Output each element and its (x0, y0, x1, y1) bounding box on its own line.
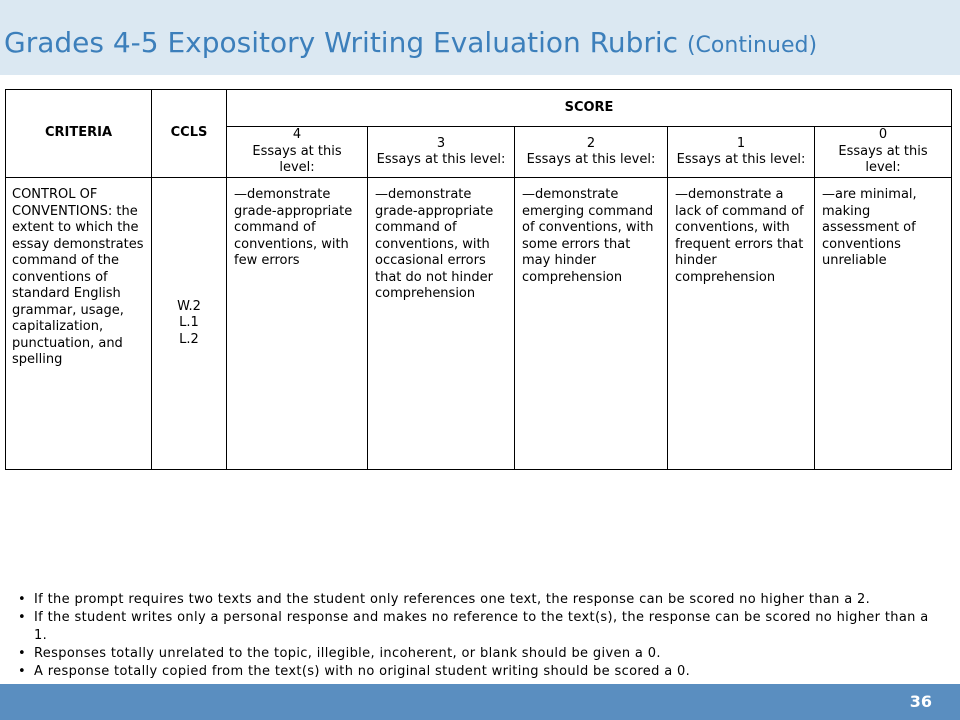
bullet-icon: • (18, 610, 27, 625)
score-header: SCORE (227, 90, 952, 127)
note-text: Responses totally unrelated to the topic, illegible, incoherent, or blank should be given a 0. (34, 646, 661, 661)
level-header-2 (515, 127, 668, 178)
level-score: 0 (878, 127, 888, 143)
note-text: A response totally copied from the text(s) with no original student writing should be scored a 0. (34, 664, 691, 679)
note-item (18, 663, 938, 681)
descriptor-level-1: —demonstrate a lack of command of conventions, with frequent errors that hinder comprehension (668, 178, 815, 470)
table-row (6, 178, 952, 470)
bullet-icon: • (18, 646, 27, 661)
note-item (18, 609, 938, 645)
page-number: 36 (909, 692, 932, 711)
note-text: If the prompt requires two texts and the student only references one text, the response can be scored no higher than a 2. (34, 592, 871, 607)
level-score: 3 (436, 135, 446, 151)
level-score: 2 (586, 135, 596, 151)
note-item (18, 591, 938, 609)
level-header-4 (227, 127, 368, 178)
title-bar (0, 0, 960, 75)
level-score: 1 (736, 135, 746, 151)
ccls-standard: L.1 (179, 315, 199, 331)
descriptor-level-0: —are minimal, making assessment of conventions unreliable (815, 178, 952, 470)
descriptor-level-2: —demonstrate emerging command of conventions, with some errors that may hinder comprehension (515, 178, 668, 470)
rubric-table (5, 89, 952, 470)
page-title-main: Grades 4-5 Expository Writing Evaluation Rubric (4, 26, 679, 59)
page-title (4, 26, 817, 63)
level-label: Essays at this level: (526, 152, 656, 167)
note-text: If the student writes only a personal response and makes no reference to the text(s), the response can be scored no higher than a 1. (34, 610, 929, 643)
level-header-0 (815, 127, 952, 178)
bullet-icon: • (18, 664, 27, 679)
descriptor-level-3: —demonstrate grade-appropriate command of conventions, with occasional errors that do not hinder comprehension (368, 178, 515, 470)
scoring-notes (18, 591, 938, 681)
ccls-standard: W.2 (177, 298, 201, 314)
note-item (18, 645, 938, 663)
ccls-cell (152, 178, 227, 470)
level-header-3 (368, 127, 515, 178)
page-title-suffix: (Continued) (686, 33, 818, 58)
bullet-icon: • (18, 592, 27, 607)
level-label: Essays at this level: (838, 143, 928, 176)
level-score: 4 (292, 127, 302, 143)
criteria-cell: CONTROL OF CONVENTIONS: the extent to which the essay demonstrates command of the conventions of standard English grammar, usage, capitalization, punctuation, and spelling (6, 178, 152, 470)
level-label: Essays at this level: (376, 152, 506, 167)
level-label: Essays at this level: (676, 152, 806, 167)
level-header-1 (668, 127, 815, 178)
criteria-header: CRITERIA (6, 90, 152, 178)
ccls-standard: L.2 (179, 331, 199, 347)
header-row-score (6, 90, 952, 127)
footer-bar (0, 684, 960, 720)
level-label: Essays at this level: (252, 143, 342, 176)
ccls-header: CCLS (152, 90, 227, 178)
descriptor-level-4: —demonstrate grade-appropriate command of conventions, with few errors (227, 178, 368, 470)
